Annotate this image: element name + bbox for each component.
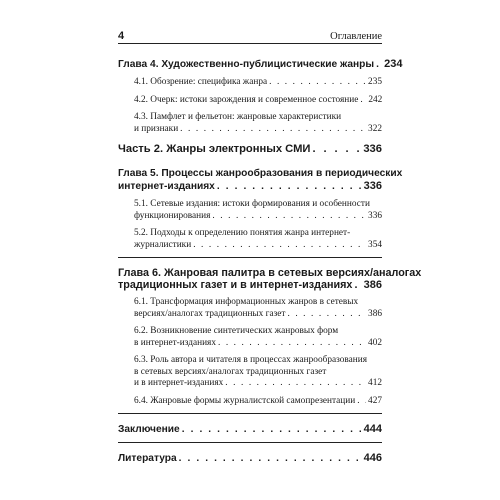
dot-leader: [287, 309, 366, 321]
section-divider: [118, 413, 382, 414]
toc-page-number: 336: [368, 210, 382, 221]
toc-entry-line: Глава 5. Процессы жанрообразования в периодических: [118, 168, 403, 179]
dot-leader: [312, 143, 361, 156]
toc-part-2[interactable]: [118, 143, 382, 156]
dot-leader: [360, 95, 366, 107]
toc-page-number: 386: [363, 279, 382, 291]
toc-section-6-2[interactable]: [134, 326, 382, 349]
dot-leader: [212, 211, 366, 223]
toc-entry-text: традиционных газет и в интернет-изданиях: [118, 279, 353, 291]
toc-entry-text: Часть 2. Жанры электронных СМИ: [118, 143, 311, 155]
page-header: [118, 30, 382, 44]
toc-entry-line: 5.1. Сетевые издания: истоки формирования и особенности: [134, 199, 370, 209]
toc-entry-text: в интернет-изданиях: [134, 337, 216, 348]
toc-entry-line: 6.2. Возникновение синтетических жанровых форм: [134, 326, 339, 336]
toc-page-number: 386: [368, 308, 382, 319]
toc-page-number: 242: [368, 94, 383, 105]
page-number: 4: [118, 30, 125, 42]
toc-entry-text: Заключение: [118, 424, 180, 435]
dot-leader: [376, 59, 382, 71]
toc-entry-text: Глава 4. Художественно-публицистические жанры: [118, 59, 375, 70]
toc-entry-text: интернет-изданиях: [118, 181, 215, 192]
toc-page-number: 234: [384, 58, 403, 70]
toc-section-4-1[interactable]: [134, 77, 382, 89]
section-divider: [118, 442, 382, 443]
dot-leader: [354, 279, 361, 291]
toc-chapter-5[interactable]: [118, 168, 403, 193]
dot-leader: [180, 124, 366, 136]
toc-entry-text: версиях/аналогах традиционных газет: [134, 308, 286, 319]
toc-page-number: 235: [368, 77, 382, 87]
toc-entry-text: Литература: [118, 453, 177, 464]
toc-section-4-2[interactable]: [134, 95, 382, 107]
dot-leader: [217, 181, 362, 193]
toc-page-number: 354: [368, 239, 382, 250]
running-title: Оглавление: [330, 31, 382, 42]
toc-entry-text: функционирования: [134, 210, 211, 221]
toc-entry-line: 6.3. Роль автора и читателя в процессах жанрообразования: [134, 355, 367, 365]
toc-chapter-6[interactable]: [118, 267, 422, 291]
toc-section-6-3[interactable]: [134, 355, 382, 390]
toc-page-number: 402: [368, 337, 382, 348]
toc-entry-line: в сетевых версиях/аналогах традиционных газет: [134, 366, 327, 377]
toc-page-number: 412: [368, 378, 382, 388]
toc-entry-text: журналистики: [134, 239, 192, 250]
toc-page-number: 322: [368, 123, 382, 134]
toc-entry-line: Глава 6. Жанровая палитра в сетевых версиях/аналогах: [118, 267, 422, 279]
toc-entry-text: 4.2. Очерк: истоки зарождения и современное состояние: [134, 94, 359, 105]
toc-entry-text: и признаки: [134, 123, 179, 134]
toc-literature[interactable]: [118, 452, 382, 465]
toc-page: [118, 30, 422, 471]
dot-leader: [357, 396, 366, 408]
toc-entry-text: 4.1. Обозрение: специфика жанра: [134, 77, 268, 87]
dot-leader: [179, 453, 362, 465]
toc-section-6-4[interactable]: [134, 396, 382, 408]
toc-entry-text: 6.4. Жанровые формы журналистской самопрезентации: [134, 395, 356, 406]
dot-leader: [269, 77, 366, 89]
toc-entry-line: 5.2. Подходы к определению понятия жанра интернет-: [134, 228, 351, 238]
dot-leader: [218, 338, 366, 350]
toc-section-6-1[interactable]: [134, 297, 382, 320]
dot-leader: [182, 424, 362, 436]
toc-page-number: 446: [363, 452, 382, 464]
toc-page-number: 336: [363, 143, 382, 155]
toc-chapter-4[interactable]: [118, 58, 403, 71]
toc-entry-text: и в интернет-изданиях: [134, 378, 224, 388]
toc-page-number: 427: [368, 395, 382, 406]
section-divider: [118, 257, 382, 258]
dot-leader: [225, 378, 366, 390]
toc-entry-line: 6.1. Трансформация информационных жанров в сетевых: [134, 297, 359, 307]
dot-leader: [193, 240, 366, 252]
toc-entry-line: 4.3. Памфлет и фельетон: жанровые характеристики: [134, 112, 342, 122]
toc-conclusion[interactable]: [118, 423, 382, 436]
toc-section-4-3[interactable]: [134, 112, 382, 135]
toc-page-number: 336: [363, 180, 382, 192]
toc-section-5-2[interactable]: [134, 228, 382, 251]
toc-section-5-1[interactable]: [134, 199, 382, 222]
toc-page-number: 444: [363, 423, 382, 435]
